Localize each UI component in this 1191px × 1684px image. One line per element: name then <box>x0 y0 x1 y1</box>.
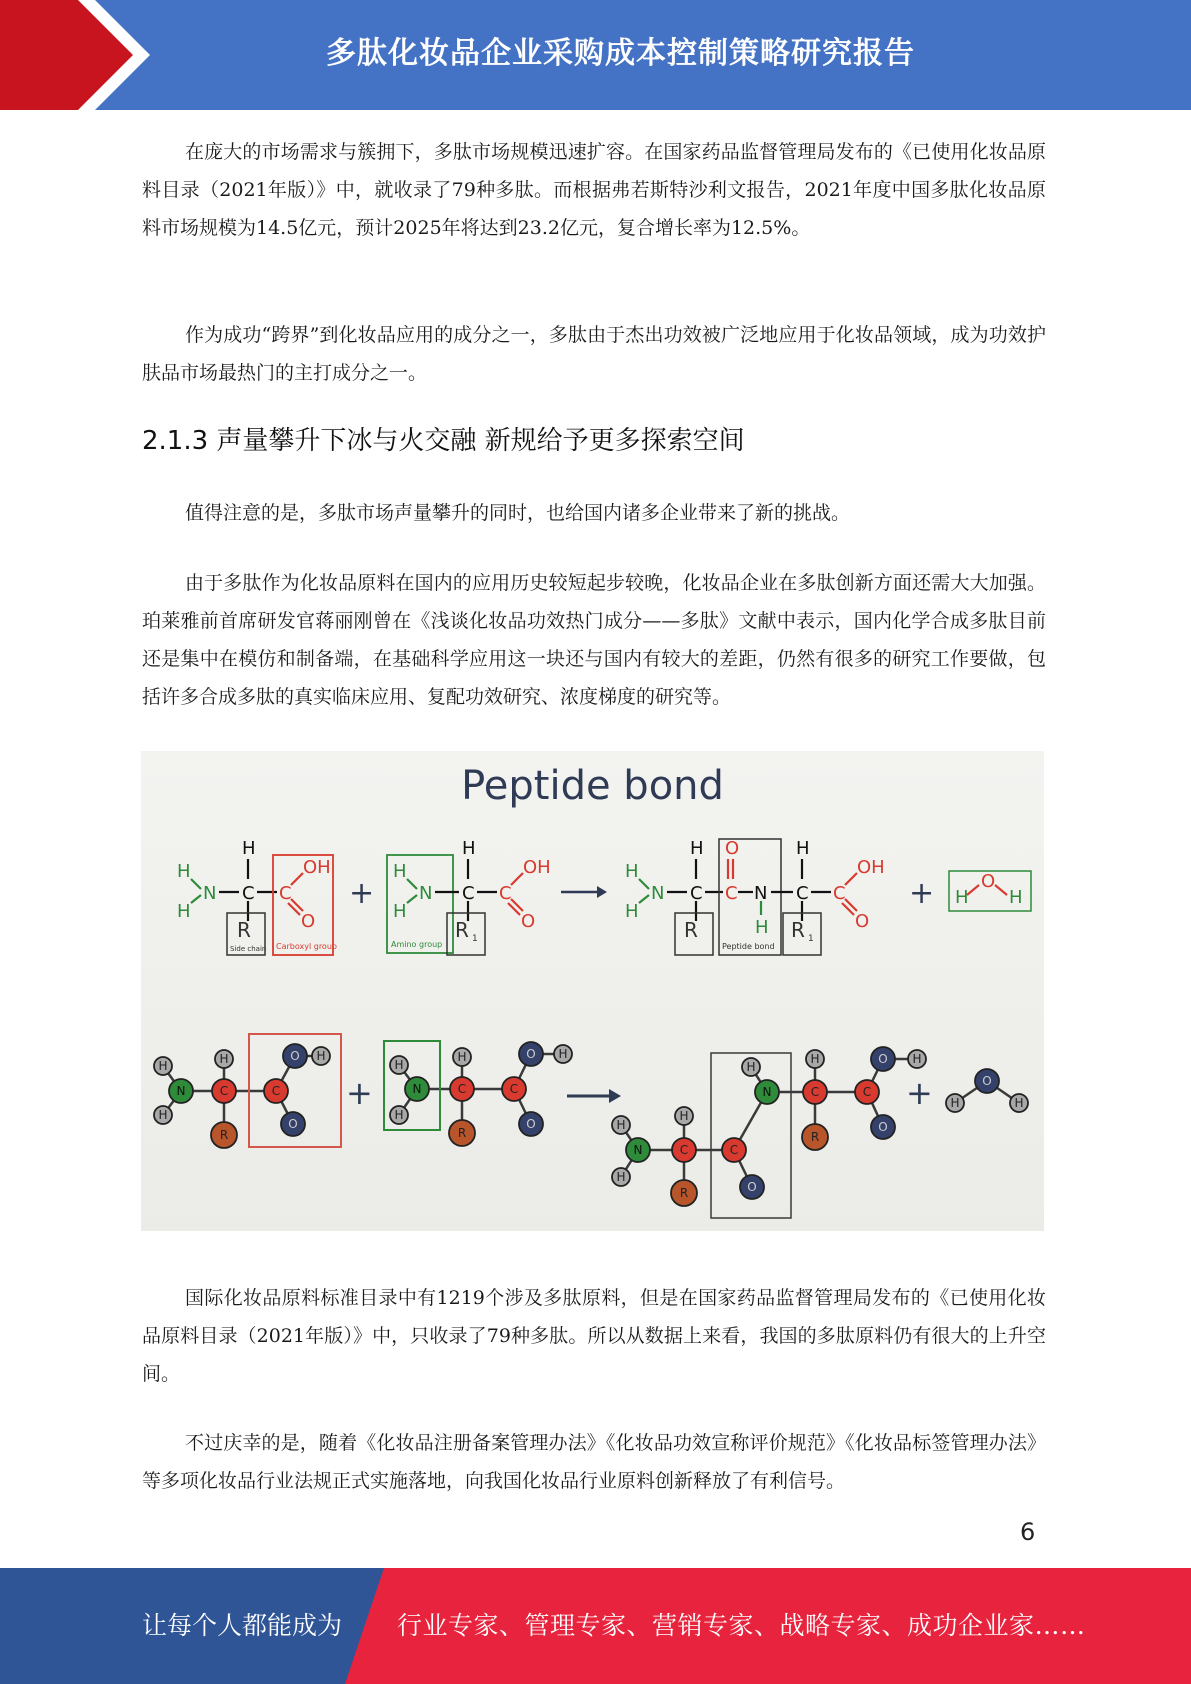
svg-text:H: H <box>625 861 639 882</box>
paragraph-text: 国际化妆品原料标准目录中有1219个涉及多肽原料，但是在国家药品监督管理局发布的《已使用化妆品原料目录（2021年版）》中，只收录了79种多肽。所以从数据上来看，我国的多肽原料仍有很大的上升空间。 <box>142 1287 1046 1385</box>
svg-text:O: O <box>747 1180 757 1194</box>
svg-text:C: C <box>729 1143 739 1157</box>
svg-text:H: H <box>1009 887 1023 908</box>
svg-text:N: N <box>762 1085 772 1099</box>
paragraph-text: 由于多肽作为化妆品原料在国内的应用历史较短起步较晚，化妆品企业在多肽创新方面还需大大加强。珀莱雅前首席研发官蒋丽刚曾在《浅谈化妆品功效热门成分——多肽》文献中表示，国内化学合成多肽目前还是集中在模仿和制备端，在基础科学应用这一块还与国内有较大的差距，仍然有很多的研究工作要做，包括许多合成多肽的真实临床应用、复配功效研究、浓度梯度的研究等。 <box>142 572 1046 708</box>
svg-text:H: H <box>810 1052 820 1066</box>
svg-text:H: H <box>394 1058 404 1072</box>
svg-text:R: R <box>791 918 805 942</box>
svg-text:O: O <box>521 911 536 932</box>
svg-text:N: N <box>633 1143 643 1157</box>
svg-text:O: O <box>855 911 870 932</box>
svg-text:N: N <box>203 883 217 904</box>
svg-text:R: R <box>455 918 469 942</box>
svg-text:R: R <box>684 918 698 942</box>
svg-text:O: O <box>981 871 996 892</box>
svg-text:OH: OH <box>523 857 551 878</box>
svg-text:H: H <box>1014 1096 1024 1110</box>
svg-text:O: O <box>878 1052 888 1066</box>
svg-text:H: H <box>746 1060 756 1074</box>
svg-text:N: N <box>754 883 768 904</box>
svg-text:O: O <box>301 911 316 932</box>
page-number: 6 <box>1020 1518 1036 1546</box>
paragraph-text: 作为成功“跨界”到化妆品应用的成分之一，多肽由于杰出功效被广泛地应用于化妆品领域，成为功效护肤品市场最热门的主打成分之一。 <box>142 324 1046 384</box>
svg-text:O: O <box>982 1074 992 1088</box>
svg-text:C: C <box>690 883 703 904</box>
peptide-bond-figure <box>141 751 1044 1231</box>
section-heading: 2.1.3 声量攀升下冰与火交融 新规给予更多探索空间 <box>142 426 745 456</box>
svg-text:H: H <box>755 917 769 938</box>
footer-banner <box>0 1568 1191 1684</box>
paragraph-market-scale <box>142 133 1046 247</box>
svg-text:O: O <box>288 1117 298 1131</box>
footer-slogan-right: 行业专家、管理专家、营销专家、战略专家、成功企业家…… <box>397 1611 1086 1640</box>
svg-text:H: H <box>393 901 407 922</box>
peptide-bond-label: Peptide bond <box>722 942 775 951</box>
svg-text:R: R <box>237 918 251 942</box>
paragraph-innovation <box>142 564 1046 716</box>
svg-text:H: H <box>177 901 191 922</box>
svg-text:C: C <box>219 1084 229 1098</box>
svg-text:OH: OH <box>303 857 331 878</box>
svg-text:H: H <box>558 1047 568 1061</box>
svg-text:R: R <box>457 1126 467 1140</box>
svg-text:H: H <box>616 1170 626 1184</box>
paragraph-text: 值得注意的是，多肽市场声量攀升的同时，也给国内诸多企业带来了新的挑战。 <box>185 502 851 524</box>
svg-text:H: H <box>796 838 810 859</box>
svg-text:O: O <box>526 1047 536 1061</box>
paragraph-challenge <box>142 494 1046 532</box>
side-chain-label: Side chain <box>230 945 267 953</box>
svg-text:H: H <box>679 1109 689 1123</box>
svg-text:H: H <box>950 1096 960 1110</box>
document-title: 多肽化妆品企业采购成本控制策略研究报告 <box>326 36 915 71</box>
svg-text:N: N <box>176 1084 186 1098</box>
svg-text:H: H <box>955 887 969 908</box>
svg-text:N: N <box>412 1082 422 1096</box>
paragraph-text: 不过庆幸的是，随着《化妆品注册备案管理办法》《化妆品功效宣称评价规范》《化妆品标签管理办法》等多项化妆品行业法规正式实施落地，向我国化妆品行业原料创新释放了有利信号。 <box>142 1432 1046 1492</box>
svg-text:H: H <box>242 838 256 859</box>
svg-text:H: H <box>690 838 704 859</box>
svg-text:C: C <box>457 1082 467 1096</box>
svg-text:R: R <box>679 1186 689 1200</box>
svg-text:C: C <box>499 883 512 904</box>
svg-text:O: O <box>526 1117 536 1131</box>
svg-text:H: H <box>219 1052 229 1066</box>
svg-text:H: H <box>158 1059 168 1073</box>
svg-text:O: O <box>878 1120 888 1134</box>
svg-text:+: + <box>906 1074 933 1112</box>
svg-text:H: H <box>158 1108 168 1122</box>
svg-text:H: H <box>316 1049 326 1063</box>
svg-text:H: H <box>394 1108 404 1122</box>
svg-text:C: C <box>279 883 292 904</box>
svg-text:R: R <box>219 1128 229 1142</box>
svg-text:C: C <box>679 1143 689 1157</box>
svg-text:R: R <box>810 1130 820 1144</box>
svg-text:C: C <box>509 1082 519 1096</box>
svg-text:H: H <box>393 861 407 882</box>
header-bar <box>0 0 1191 110</box>
svg-text:C: C <box>810 1085 820 1099</box>
svg-text:H: H <box>457 1050 467 1064</box>
svg-text:H: H <box>616 1118 626 1132</box>
paragraph-text: 在庞大的市场需求与簇拥下，多肽市场规模迅速扩容。在国家药品监督管理局发布的《已使用化妆品原料目录（2021年版）》中，就收录了79种多肽。而根据弗若斯特沙利文报告，2021年度中国多肽化妆品原料市场规模为14.5亿元，预计2025年将达到23.2亿元，复合增长率为12.5%。 <box>142 141 1046 239</box>
svg-text:C: C <box>796 883 809 904</box>
svg-text:C: C <box>271 1084 281 1098</box>
svg-text:N: N <box>419 883 433 904</box>
footer-slogan-left: 让每个人都能成为 <box>142 1611 343 1640</box>
svg-text:H: H <box>177 861 191 882</box>
svg-text:O: O <box>725 838 740 859</box>
svg-text:C: C <box>862 1085 872 1099</box>
svg-text:H: H <box>912 1052 922 1066</box>
svg-text:OH: OH <box>857 857 885 878</box>
paragraph-regulations <box>142 1424 1046 1500</box>
svg-text:+: + <box>346 1074 373 1112</box>
figure-title: Peptide bond <box>461 763 724 809</box>
svg-text:1: 1 <box>808 934 814 944</box>
svg-text:+: + <box>349 876 375 911</box>
amino-group-label: Amino group <box>391 940 443 949</box>
svg-text:H: H <box>625 901 639 922</box>
svg-text:O: O <box>290 1049 300 1063</box>
svg-text:C: C <box>833 883 846 904</box>
svg-text:C: C <box>725 883 738 904</box>
svg-text:H: H <box>462 838 476 859</box>
svg-text:N: N <box>651 883 665 904</box>
svg-text:C: C <box>242 883 255 904</box>
svg-text:C: C <box>462 883 475 904</box>
carboxyl-group-label: Carboxyl group <box>276 942 337 951</box>
paragraph-crossover <box>142 316 1046 392</box>
peptide-bond-diagram <box>141 751 1044 1231</box>
svg-text:1: 1 <box>472 934 478 944</box>
svg-text:+: + <box>909 876 935 911</box>
paragraph-raw-material-gap <box>142 1279 1046 1393</box>
